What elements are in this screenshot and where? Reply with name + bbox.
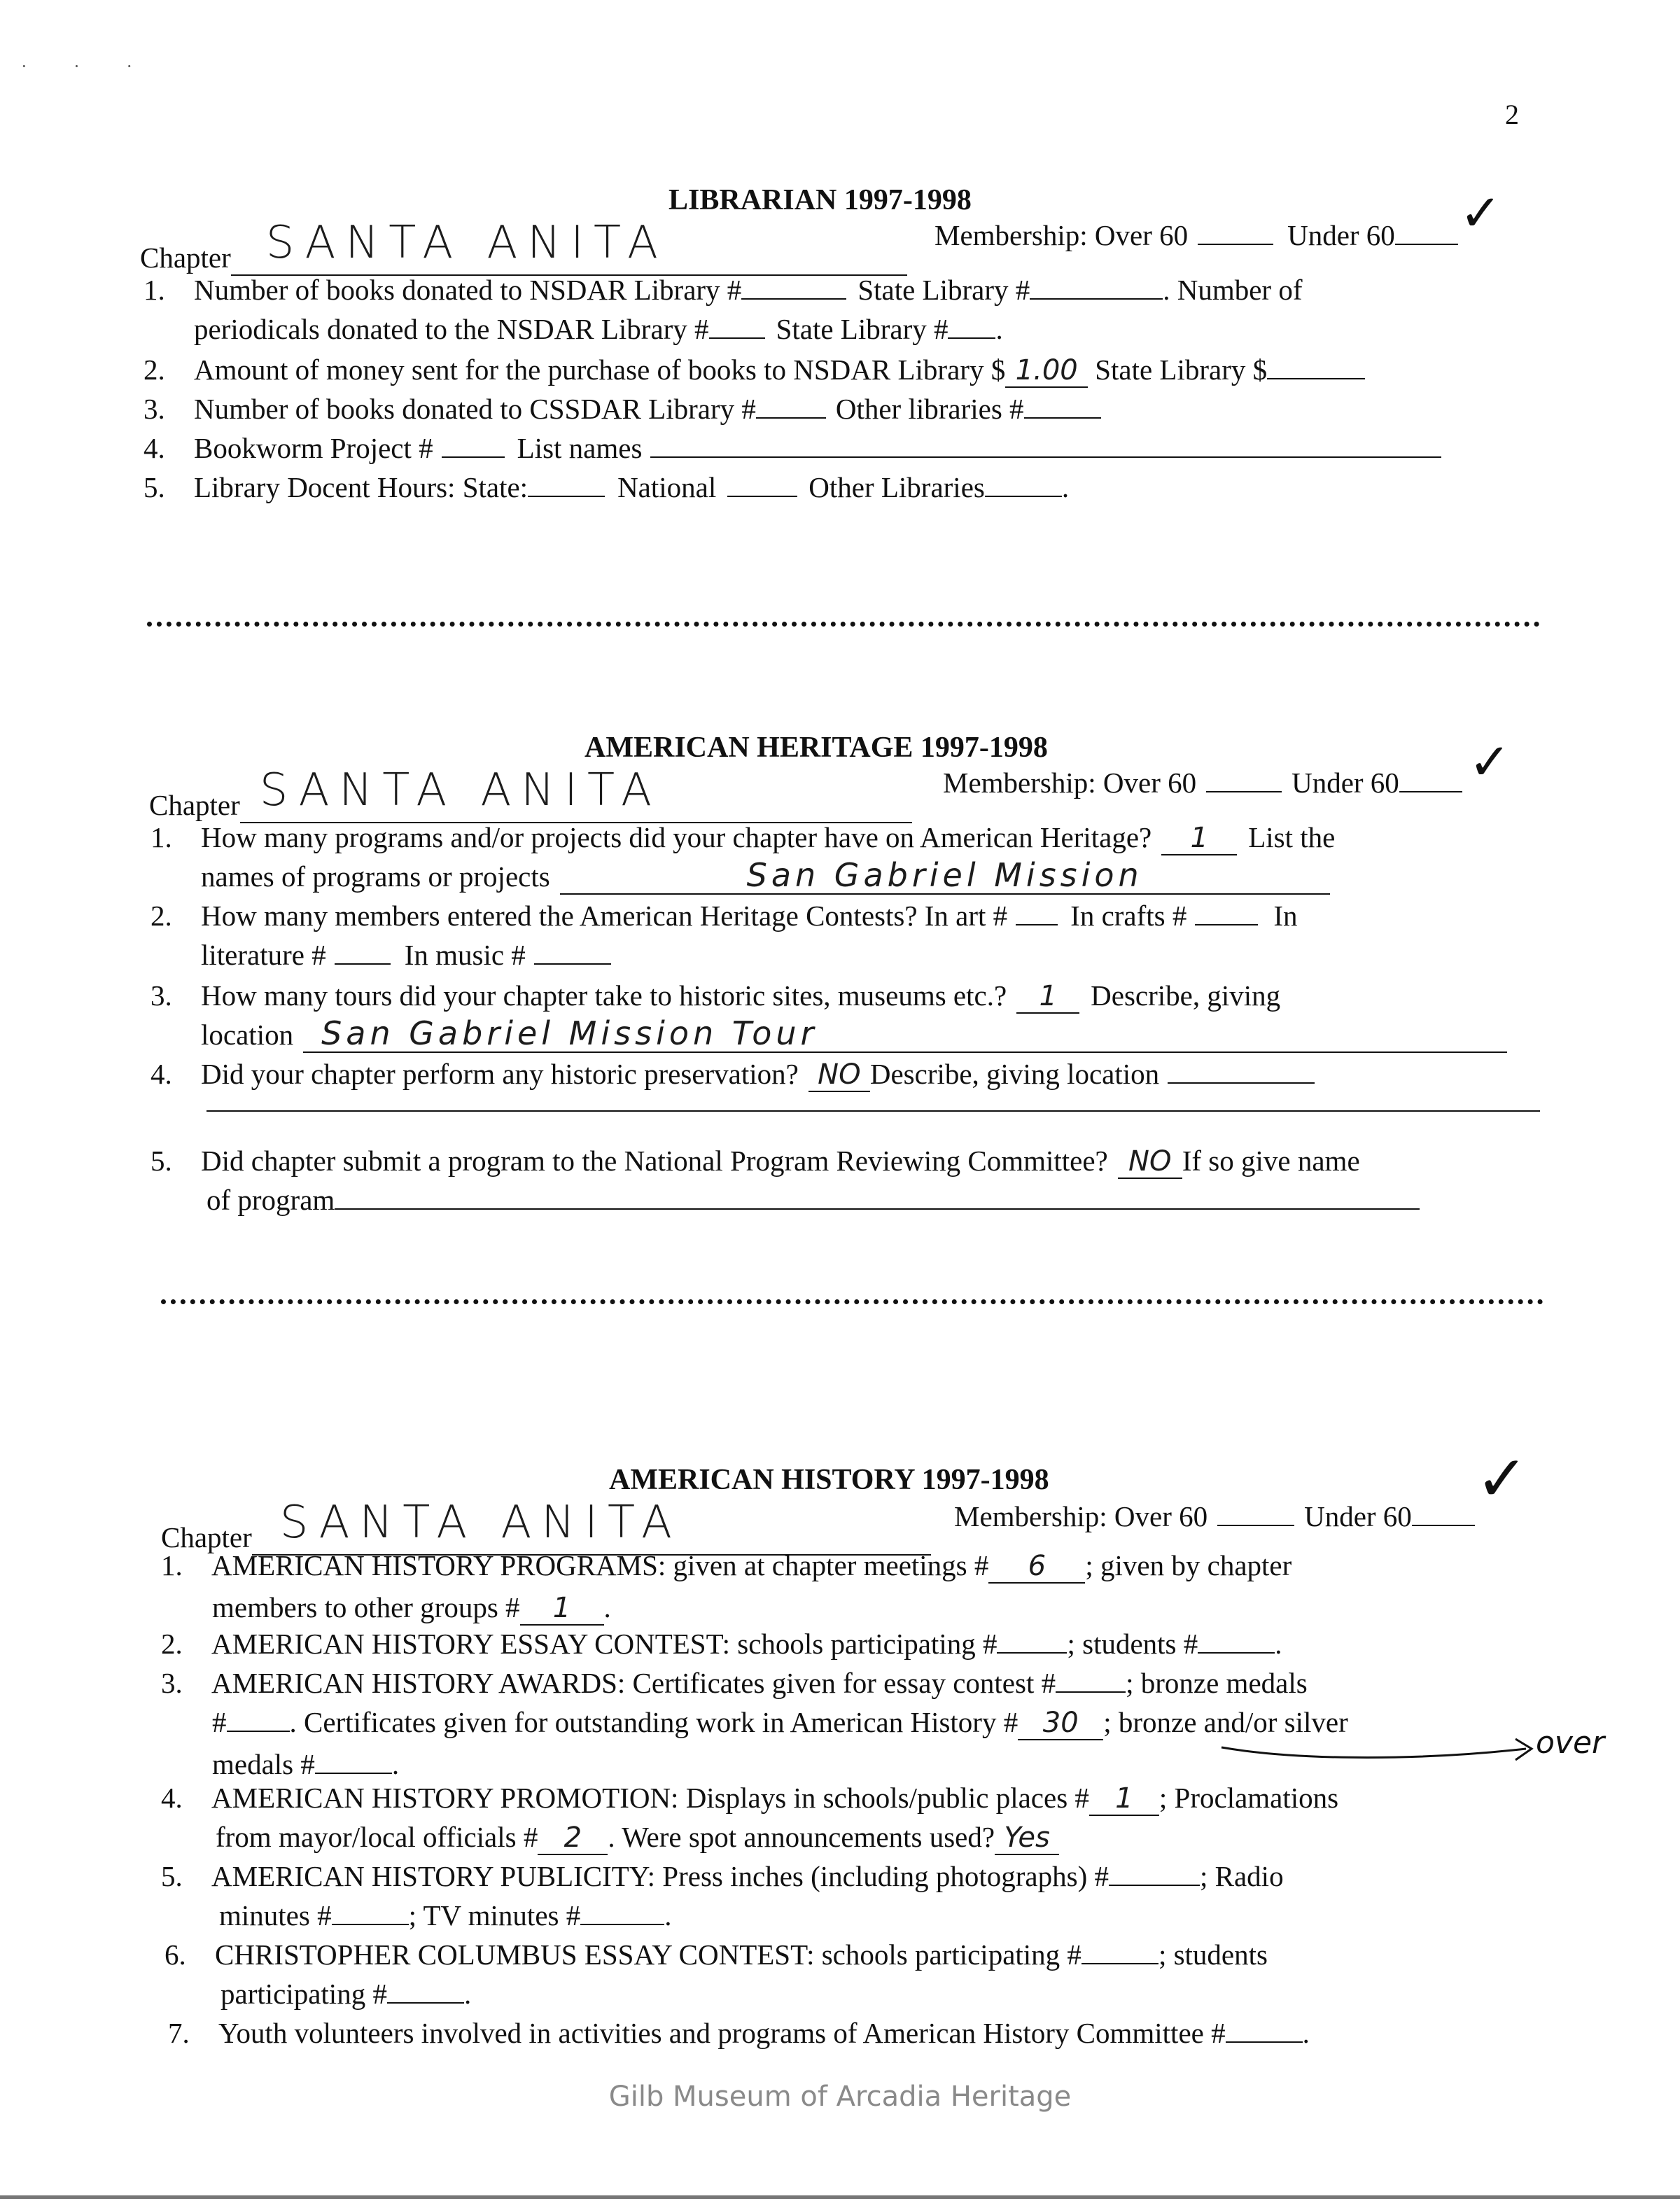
q2-blank-art: [1016, 902, 1058, 925]
over-60-blank: [1217, 1502, 1294, 1526]
q1-blank-state-2: [948, 315, 995, 339]
q1-list-label: List the: [1248, 821, 1336, 853]
scan-bottom-edge: [0, 2195, 1680, 2199]
q5-radio-label: ; Radio: [1200, 1860, 1284, 1892]
q3-bronze-label: ; bronze medals: [1126, 1667, 1308, 1699]
membership-over-label: Membership: Over 60: [934, 219, 1189, 251]
q4-answer-field: [808, 1057, 870, 1092]
heritage-q1: [150, 820, 1335, 855]
q7-number: 7.: [168, 2017, 190, 2049]
q1-blank-periodicals: [709, 315, 765, 339]
q2-number: 2.: [150, 900, 172, 932]
q6-blank-students: [387, 1980, 464, 2004]
q2-text: AMERICAN HISTORY ESSAY CONTEST: schools participating #: [211, 1628, 997, 1660]
heritage-q5: [150, 1144, 1360, 1179]
q3-blank-medals: [315, 1750, 392, 1774]
q1-names-label: names of programs or projects: [201, 860, 550, 893]
q2-blank-state: [1267, 356, 1365, 379]
librarian-q3: [144, 392, 1101, 426]
q1-number: 1.: [161, 1549, 183, 1581]
q7-period: .: [1302, 2017, 1310, 2049]
q4-number: 4.: [150, 1058, 172, 1090]
q5-answer-handwriting: NO: [1128, 1145, 1172, 1178]
q4-text: Did your chapter perform any historic preservation?: [201, 1058, 799, 1090]
q3-blank-certificates: [1056, 1669, 1126, 1693]
history-q6-cont: [220, 1977, 471, 2011]
q1-blank-state: [1030, 276, 1163, 300]
q2-blank-students: [1198, 1630, 1275, 1654]
q2-blank-literature: [335, 941, 391, 965]
q3-period: .: [391, 1748, 400, 1780]
q1-state-label: State Library #: [858, 274, 1030, 306]
q5-text: AMERICAN HISTORY PUBLICITY: Press inches (including photographs) #: [211, 1860, 1109, 1892]
q2-literature-label: literature #: [201, 939, 326, 971]
q1-number: 1.: [144, 274, 165, 306]
over-60-blank: [1206, 769, 1282, 792]
q5-text: Library Docent Hours: State:: [194, 471, 528, 503]
librarian-membership: [934, 218, 1458, 252]
under-60-check-mark: ✓: [1460, 183, 1502, 242]
q1-text: How many programs and/or projects did your chapter have on American Heritage?: [201, 821, 1152, 853]
heritage-title: AMERICAN HERITAGE 1997-1998: [584, 732, 1048, 764]
heritage-membership: [943, 766, 1462, 799]
q3-silver-label: ; bronze and/or silver: [1103, 1706, 1348, 1738]
chapter-field: [231, 217, 907, 276]
q1-given-label: ; given by chapter: [1085, 1549, 1292, 1581]
q5-minutes-label: minutes #: [219, 1899, 332, 1931]
q4-blank-names: [650, 434, 1441, 458]
q5-blank-press: [1109, 1862, 1200, 1886]
heritage-q2-cont: [201, 938, 611, 972]
librarian-q5: [144, 470, 1069, 504]
history-q5-cont: [219, 1899, 671, 1932]
q3-blank-bronze: [227, 1708, 290, 1732]
history-q5: [161, 1859, 1284, 1893]
q2-number: 2.: [144, 354, 165, 386]
q7-text: Youth volunteers involved in activities and programs of American History Committee #: [218, 2017, 1226, 2049]
q1-names-handwriting: San Gabriel Mission: [746, 856, 1143, 894]
q3-location-label: location: [201, 1019, 294, 1051]
q3-medals-label: medals #: [212, 1748, 315, 1780]
q4-officials-field: [538, 1820, 608, 1855]
q5-text: Did chapter submit a program to the National Program Reviewing Committee?: [201, 1145, 1108, 1177]
q1-number: 1.: [150, 821, 172, 853]
scan-specks: · · ·: [21, 56, 153, 76]
q4-officials-label: from mayor/local officials #: [216, 1821, 538, 1853]
q2-blank-music: [534, 941, 611, 965]
q4-answer-handwriting: NO: [818, 1058, 861, 1091]
q3-outstanding-label: . Certificates given for outstanding work in American History #: [289, 1706, 1018, 1738]
q3-number: 3.: [150, 979, 172, 1012]
q1-text: AMERICAN HISTORY PROGRAMS: given at chapter meetings #: [211, 1549, 989, 1581]
q4-proclamations-label: ; Proclamations: [1158, 1782, 1339, 1814]
history-q7: [168, 2016, 1310, 2050]
q6-participating-label: participating #: [220, 1978, 387, 2010]
q4-displays-field: [1089, 1781, 1159, 1816]
librarian-title: LIBRARIAN 1997-1998: [668, 184, 972, 216]
q3-location-handwriting: San Gabriel Mission Tour: [321, 1014, 818, 1052]
history-q1: [161, 1549, 1292, 1584]
q1-text: Number of books donated to NSDAR Library #: [194, 274, 742, 306]
chapter-label: Chapter: [149, 789, 240, 821]
membership-over-label: Membership: Over 60: [943, 767, 1197, 799]
librarian-q4: [144, 431, 1441, 465]
q6-blank-schools: [1082, 1941, 1158, 1964]
q6-number: 6.: [164, 1938, 186, 1971]
over-60-blank: [1198, 221, 1273, 245]
q1-names-field: [560, 856, 1330, 895]
q4-officials-handwriting: 2: [564, 1822, 582, 1854]
q3-outstanding-handwriting: 30: [1042, 1707, 1079, 1739]
history-q1-cont: [212, 1591, 611, 1626]
q4-number: 4.: [144, 432, 165, 464]
q3-hash: #: [212, 1706, 227, 1738]
under-60-blank: [1395, 221, 1458, 245]
q5-blank-state: [528, 473, 605, 497]
q2-amount-handwriting: 1.00: [1015, 354, 1078, 386]
q3-location-field: [303, 1014, 1507, 1053]
q5-blank-radio: [332, 1901, 409, 1925]
q5-blank-other: [985, 473, 1062, 497]
q1-blank-nsdar: [741, 276, 846, 300]
heritage-q4: [150, 1057, 1315, 1092]
q4-blank-location: [1168, 1060, 1315, 1084]
over-arrow-icon: [1218, 1733, 1540, 1775]
dotted-divider-2: [161, 1299, 1544, 1304]
chapter-handwriting: SANTA ANITA: [279, 1497, 682, 1549]
q2-state-label: State Library $: [1095, 354, 1268, 386]
q3-count-field: [1016, 979, 1079, 1014]
q1-groups-label: members to other groups #: [212, 1591, 520, 1623]
q2-period: .: [1275, 1628, 1282, 1660]
librarian-chapter-line: [140, 217, 907, 276]
q2-crafts-label: In crafts #: [1070, 900, 1187, 932]
librarian-q2: [144, 353, 1365, 388]
q1-groups-field: [520, 1591, 604, 1626]
q3-describe-label: Describe, giving: [1091, 979, 1281, 1012]
q5-number: 5.: [144, 471, 165, 503]
under-60-blank: [1399, 769, 1462, 792]
q2-students-label: ; students #: [1067, 1628, 1198, 1660]
heritage-q1-cont: [201, 856, 1330, 895]
chapter-handwriting: SANTA ANITA: [265, 217, 668, 269]
q3-outstanding-field: [1018, 1705, 1103, 1740]
q3-number: 3.: [144, 393, 165, 425]
museum-watermark-footer: Gilb Museum of Arcadia Heritage: [608, 2081, 1072, 2113]
q5-blank-program: [335, 1186, 1420, 1210]
history-q3-cont-2: [212, 1747, 399, 1781]
q1-count-field: [1161, 820, 1237, 855]
membership-under-label: Under 60: [1304, 1500, 1412, 1532]
chapter-field: [240, 764, 912, 823]
q2-text: Amount of money sent for the purchase of books to NSDAR Library $: [194, 354, 1006, 386]
librarian-q1-cont: [194, 312, 1003, 346]
q5-program-label: of program: [206, 1184, 335, 1216]
heritage-q5-cont: [206, 1183, 1420, 1217]
history-q4: [161, 1781, 1338, 1816]
chapter-handwriting: SANTA ANITA: [259, 764, 662, 816]
q4-list-label: List names: [517, 432, 643, 464]
history-q6: [164, 1938, 1268, 1971]
q7-blank-volunteers: [1226, 2019, 1303, 2043]
q3-number: 3.: [161, 1667, 183, 1699]
q4-number: 4.: [161, 1782, 183, 1814]
q3-count-handwriting: 1: [1039, 980, 1057, 1012]
heritage-q3-cont: [201, 1014, 1507, 1053]
q3-text: AMERICAN HISTORY AWARDS: Certificates given for essay contest #: [211, 1667, 1056, 1699]
q4-spot-handwriting: Yes: [1004, 1822, 1050, 1854]
q1-meetings-field: [988, 1549, 1085, 1584]
q2-text: How many members entered the American Heritage Contests? In art #: [201, 900, 1008, 932]
q5-answer-field: [1118, 1144, 1182, 1179]
q1-groups-handwriting: 1: [552, 1592, 571, 1624]
q5-other-label: Other Libraries: [808, 471, 985, 503]
q1-count-handwriting: 1: [1190, 822, 1208, 854]
q2-in-label: In: [1273, 900, 1298, 932]
q6-period: .: [463, 1978, 472, 2010]
q2-blank-schools: [997, 1630, 1067, 1654]
q4-blank-line-2: [206, 1110, 1540, 1112]
q5-number: 5.: [150, 1145, 172, 1177]
q5-blank-tv: [580, 1901, 664, 1925]
membership-under-label: Under 60: [1292, 767, 1399, 799]
q5-number: 5.: [161, 1860, 183, 1892]
q2-amount-field: [1005, 353, 1088, 388]
history-title: AMERICAN HISTORY 1997-1998: [609, 1464, 1049, 1496]
under-60-check-mark: ✓: [1476, 1442, 1529, 1516]
membership-over-label: Membership: Over 60: [954, 1500, 1208, 1532]
heritage-q3: [150, 979, 1280, 1014]
q6-text: CHRISTOPHER COLUMBUS ESSAY CONTEST: schools participating #: [215, 1938, 1082, 1971]
q1-period: .: [995, 313, 1003, 345]
q3-blank-other: [1024, 395, 1101, 419]
q4-blank-bookworm: [442, 434, 505, 458]
q5-period: .: [1061, 471, 1070, 503]
q1-meetings-handwriting: 6: [1028, 1550, 1046, 1582]
heritage-chapter-line: [149, 764, 912, 823]
q4-text: Bookworm Project #: [194, 432, 433, 464]
under-60-blank: [1412, 1502, 1475, 1526]
history-q4-cont: [216, 1820, 1059, 1855]
q5-period: .: [664, 1899, 672, 1931]
q4-spot-field: [995, 1820, 1059, 1855]
q1-state-label-2: State Library #: [776, 313, 948, 345]
q3-text: Number of books donated to CSSDAR Library #: [194, 393, 756, 425]
q2-music-label: In music #: [404, 939, 526, 971]
q6-students-label: ; students: [1158, 1938, 1268, 1971]
history-q3-cont: [212, 1705, 1348, 1740]
q5-national-label: National: [617, 471, 717, 503]
q3-text: How many tours did your chapter take to historic sites, museums etc.?: [201, 979, 1007, 1012]
q4-text: AMERICAN HISTORY PROMOTION: Displays in schools/public places #: [211, 1782, 1089, 1814]
q2-number: 2.: [161, 1628, 183, 1660]
over-handwritten-note: over: [1536, 1725, 1605, 1761]
under-60-check-mark: ✓: [1469, 732, 1511, 791]
page-number: 2: [1505, 99, 1519, 130]
q5-blank-national: [727, 473, 797, 497]
q3-other-label: Other libraries #: [835, 393, 1024, 425]
membership-under-label: Under 60: [1287, 219, 1395, 251]
q5-tv-label: ; TV minutes #: [408, 1899, 581, 1931]
q3-blank-cssdar: [756, 395, 826, 419]
q1-periodicals-text: periodicals donated to the NSDAR Library #: [194, 313, 709, 345]
chapter-label: Chapter: [161, 1521, 252, 1553]
chapter-label: Chapter: [140, 242, 231, 274]
q1-period: .: [603, 1591, 611, 1623]
q4-displays-handwriting: 1: [1115, 1782, 1133, 1815]
q4-describe-label: Describe, giving location: [869, 1058, 1160, 1090]
dotted-divider-1: [147, 622, 1540, 627]
q2-blank-crafts: [1195, 902, 1258, 925]
q4-spot-label: . Were spot announcements used?: [608, 1821, 995, 1853]
history-q3: [161, 1666, 1308, 1700]
librarian-q1: [144, 273, 1303, 307]
history-q2: [161, 1627, 1282, 1661]
q1-number-of: . Number of: [1163, 274, 1303, 306]
q5-if-so-label: If so give name: [1182, 1145, 1360, 1177]
history-membership: [954, 1500, 1475, 1533]
heritage-q2: [150, 899, 1298, 932]
